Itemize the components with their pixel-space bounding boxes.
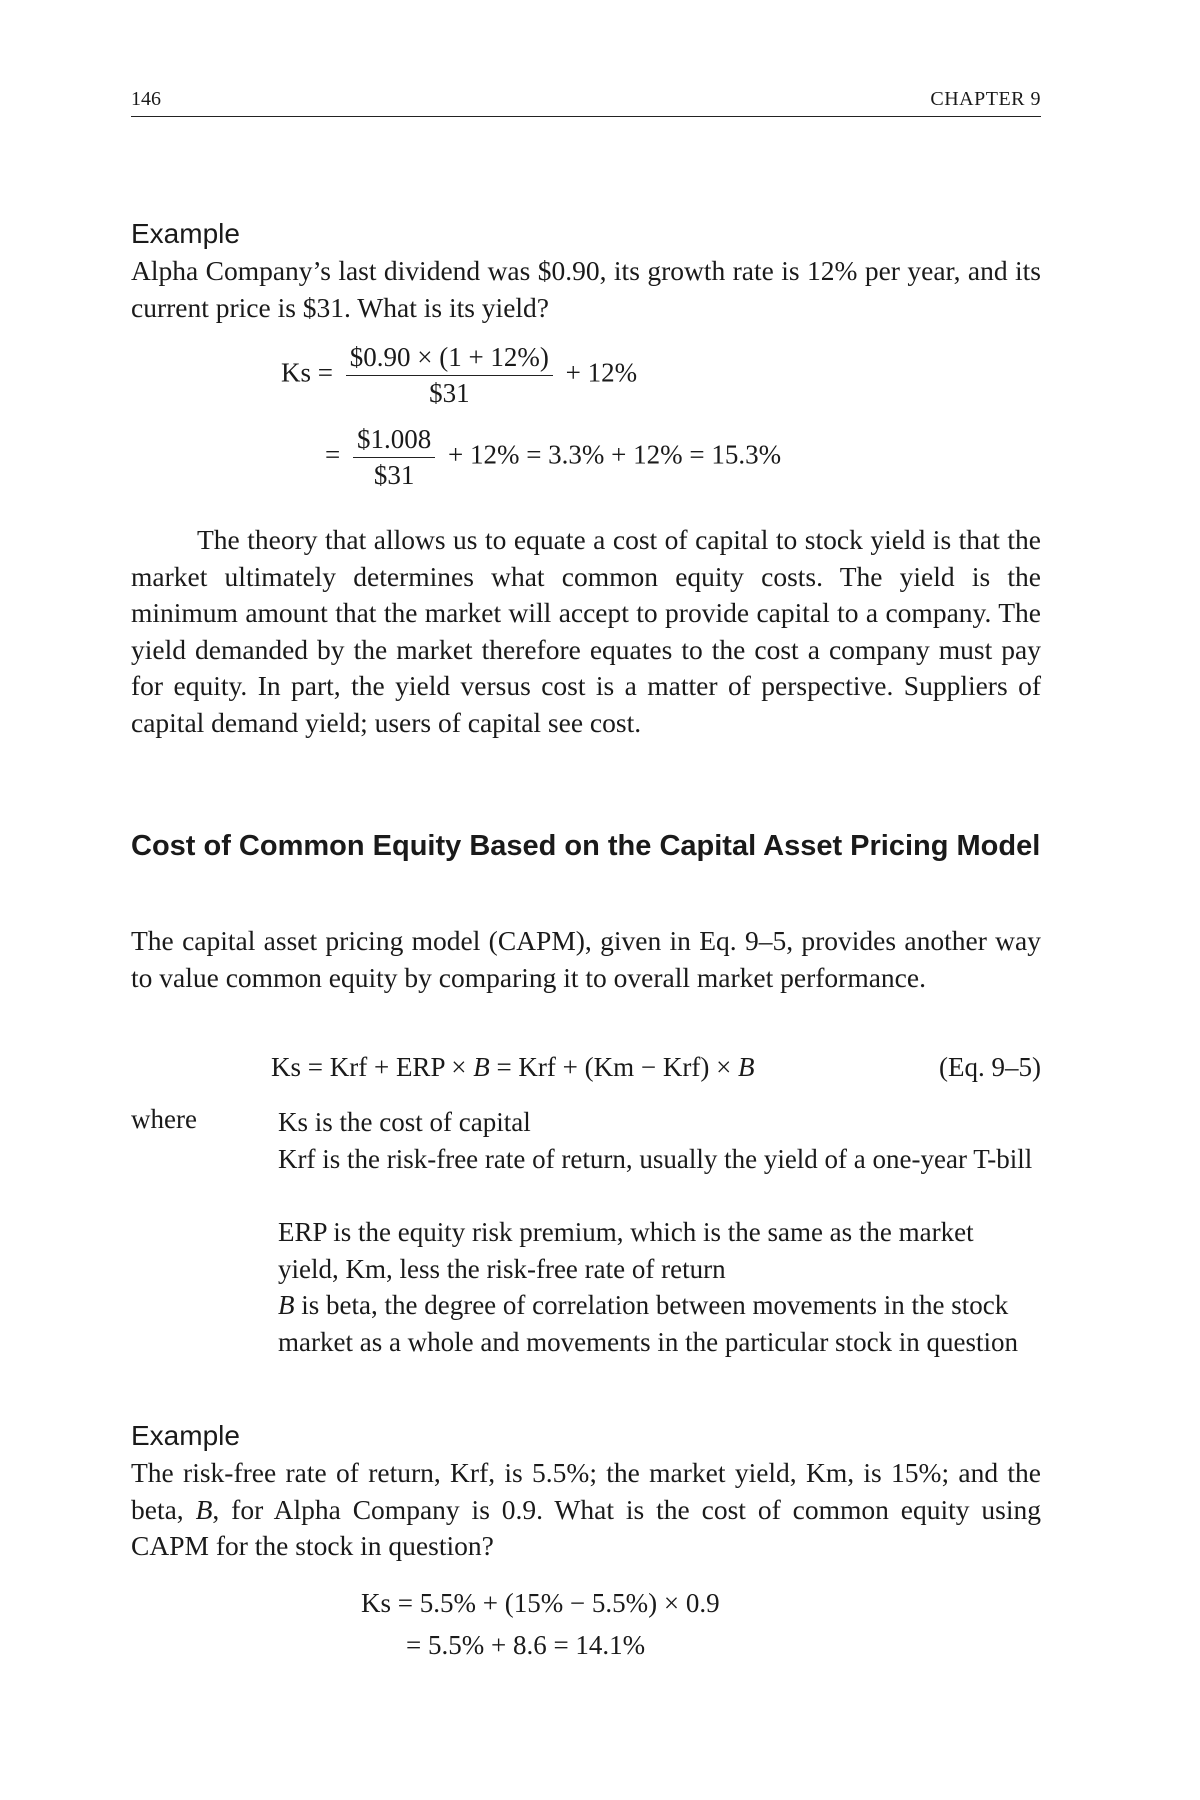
equation-lhs: =: [325, 439, 341, 470]
yield-equation-line-2: [325, 424, 781, 491]
beta-symbol: B: [195, 1493, 213, 1525]
fraction-denominator: $31: [429, 378, 470, 408]
question-text: The risk-free rate of return, Krf, is 5.5%; the market yield, Km, is 15%; and the beta,: [131, 1457, 1041, 1525]
equation-rhs: + 12%: [565, 357, 638, 388]
yield-equation-line-1: [281, 342, 637, 409]
fraction-denominator: $31: [373, 460, 415, 490]
definition-erp: ERP is the equity risk premium, which is the same as the market yield, Km, less the risk-free rate of return: [278, 1217, 974, 1284]
book-page: [131, 0, 1041, 1800]
beta-symbol: B: [738, 1052, 755, 1082]
capm-equation: [271, 1052, 755, 1083]
equation-reference: (Eq. 9–5): [939, 1052, 1041, 1082]
running-header: [131, 86, 1041, 117]
example-question: Alpha Company’s last dividend was $0.90, its growth rate is 12% per year, and its current price is $31. What is its yield?: [131, 255, 1041, 323]
definition-beta: [278, 1287, 1041, 1360]
definition-beta-text: is beta, the degree of correlation between movements in the stock market as a whole and movements in the particular stock in question: [278, 1290, 1019, 1357]
capm-equation-part: Ks = Krf + ERP ×: [271, 1052, 474, 1082]
fraction-numerator: $0.90 × (1 + 12%): [346, 342, 553, 376]
chapter-title: CHAPTER 9: [930, 88, 1041, 110]
example-label: Example: [131, 218, 240, 249]
page-number: 146: [131, 88, 161, 110]
beta-symbol: B: [473, 1052, 490, 1082]
example-label: Example: [131, 1420, 240, 1451]
example-question: [131, 1455, 1041, 1565]
section-heading: Cost of Common Equity Based on the Capital Asset Pricing Model: [131, 830, 1041, 862]
capm-example-equation-line-1: Ks = 5.5% + (15% − 5.5%) × 0.9: [361, 1588, 720, 1618]
definition-krf: Krf is the risk-free rate of return, usually the yield of a one-year T-bill: [278, 1144, 1033, 1174]
equation-lhs: Ks =: [281, 357, 333, 388]
capm-intro-paragraph: The capital asset pricing model (CAPM), given in Eq. 9–5, provides another way to value common equity by comparing it to overall market performance.: [131, 925, 1041, 993]
where-label: where: [131, 1104, 197, 1134]
capm-equation-part: = Krf + (Km − Krf) ×: [489, 1052, 739, 1082]
question-text: , for Alpha Company is 0.9. What is the cost of common equity using CAPM for the stock in question?: [131, 1493, 1041, 1561]
beta-symbol: B: [278, 1290, 295, 1320]
fraction: [346, 342, 553, 409]
definition-ks: Ks is the cost of capital: [278, 1107, 531, 1137]
fraction: [353, 424, 435, 491]
theory-paragraph: The theory that allows us to equate a cost of capital to stock yield is that the market ultimately determines what common equity costs. The yield is the minimum amount that the market will accept to provide capital to a company. The yield demanded by the market therefore equates to the cost a company must pay for equity. In part, the yield versus cost is a matter of perspective. Suppliers of capital demand yield; users of capital see cost.: [131, 524, 1041, 738]
capm-example-equation-line-2: = 5.5% + 8.6 = 14.1%: [406, 1630, 646, 1660]
fraction-numerator: $1.008: [353, 424, 435, 458]
equation-rhs: + 12% = 3.3% + 12% = 15.3%: [447, 439, 782, 470]
